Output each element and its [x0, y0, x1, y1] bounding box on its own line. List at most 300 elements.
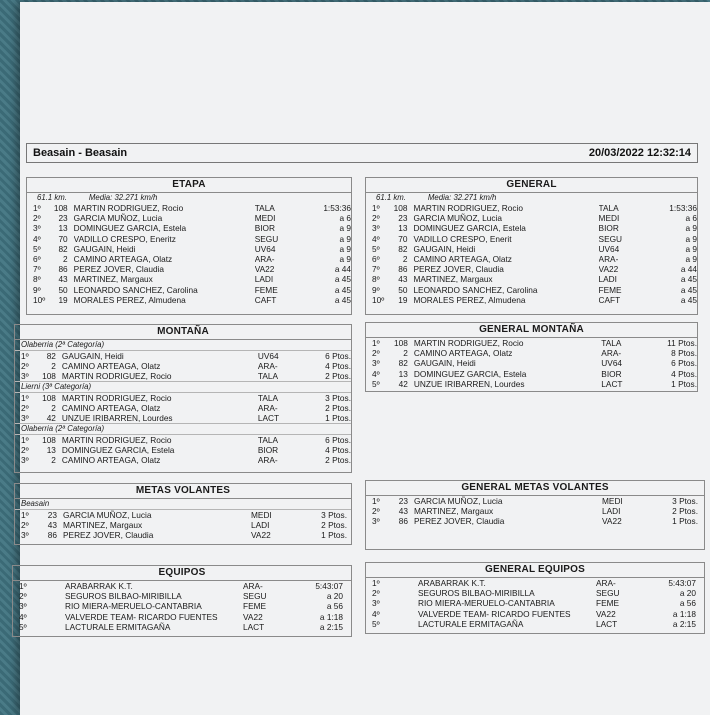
etapa-rows	[27, 203, 351, 305]
cell-dor: 108	[42, 392, 56, 403]
cell-name: PEREZ JOVER, Claudia	[63, 529, 154, 540]
cell-pos: 3º	[33, 223, 41, 234]
cell-team: TALA	[257, 392, 279, 403]
cell-pos: 10º	[372, 294, 385, 305]
metas-table	[14, 483, 352, 545]
cell-team: TALA	[598, 203, 619, 213]
cell-name mw: MARTIN RODRIGUEZ, Rocio	[61, 434, 172, 445]
cell-team: SEGU	[254, 233, 279, 244]
cell-pos: 10º	[33, 294, 46, 305]
general-montana-rows	[366, 338, 697, 389]
table-row	[366, 358, 697, 368]
cell-team: ARA-	[257, 455, 278, 465]
cell-name: MARTINEZ, Margaux	[414, 506, 494, 517]
table-row	[366, 223, 697, 233]
table-row	[366, 619, 704, 629]
cell-team: VA22	[243, 611, 263, 622]
cell-team: BIOR	[601, 368, 622, 379]
results-sheet	[20, 2, 710, 715]
cell-time: a 45	[680, 284, 697, 295]
table-row	[366, 348, 697, 358]
general-avg: Media: 32.271 km/h	[427, 193, 497, 202]
table-row	[27, 203, 351, 213]
cell-dor: 82	[398, 358, 408, 369]
table-row	[366, 609, 704, 619]
cell-team: VA22	[254, 264, 275, 275]
cell-name: GAUGAIN, Heidi	[413, 243, 476, 254]
table-row	[13, 622, 351, 632]
cell-pos: 7º	[372, 264, 380, 275]
cell-dor: 19	[398, 294, 408, 305]
cell-team: ARA-	[254, 253, 275, 264]
cell-pos: 3º	[21, 455, 29, 465]
cell-pos: 3º	[19, 601, 27, 612]
cell-dor: 43	[47, 519, 57, 530]
general-rows	[366, 203, 697, 305]
equipos-rows	[13, 581, 351, 632]
cell-pos: 1º	[19, 581, 27, 591]
metas-title: METAS VOLANTES	[15, 484, 351, 499]
cell-pos: 3º	[372, 516, 380, 527]
cell-team: MEDI	[602, 496, 623, 506]
cell-time: a 9	[339, 253, 351, 264]
cell-time: a 44	[334, 264, 351, 275]
cell-pts: 4 Ptos.	[325, 444, 351, 455]
cell-time: a 9	[685, 243, 697, 254]
cell-team: TALA	[254, 203, 275, 213]
cell-dor: 50	[398, 284, 408, 295]
cell-pos: 1º	[21, 509, 29, 520]
cell-team: ARA-	[596, 578, 616, 588]
cell-dor: 82	[398, 243, 408, 254]
cell-pos: 4º	[372, 608, 380, 619]
table-row	[366, 598, 704, 608]
cell-team: FEME	[596, 598, 620, 609]
cell-name: MORALES PEREZ, Almudena	[413, 294, 526, 305]
table-row	[27, 234, 351, 244]
cell-team: BIOR	[257, 444, 279, 455]
cell-name: GARCIA MUÑOZ, Lucia	[414, 496, 503, 506]
cell-team: SEGU	[243, 591, 267, 602]
cell-dor: 108	[53, 203, 68, 213]
table-row	[27, 223, 351, 233]
cell-pos: 1º	[372, 578, 380, 588]
cell-pos: 6º	[33, 253, 41, 264]
table-row	[13, 601, 351, 611]
cell-name mw: UNZUE IRIBARREN, Lourdes	[61, 412, 173, 423]
table-row	[366, 369, 697, 379]
general-metas-rows	[366, 496, 704, 527]
cell-time: a 2:15	[319, 621, 343, 632]
cell-tname: RIO MIERA-MERUELO-CANTABRIA	[418, 598, 555, 609]
montana-section-label: Olaberria (2ª Categoría)	[15, 423, 351, 435]
cell-team: UV64	[254, 243, 276, 254]
cell-team: UV64	[257, 350, 279, 361]
cell-time: a 9	[685, 253, 697, 264]
cell-pos: 1º	[21, 350, 29, 361]
general-subheader	[366, 193, 697, 203]
metas-section-label: Beasain	[15, 499, 351, 510]
general-km: 61.1 km.	[376, 193, 406, 202]
equipos-table	[12, 565, 352, 637]
table-row	[366, 516, 704, 526]
cell-dor: 108	[42, 434, 56, 445]
cell-dor: 82	[58, 243, 68, 254]
cell-pos: 2º	[372, 348, 380, 359]
table-row	[27, 285, 351, 295]
cell-dor: 43	[58, 274, 68, 285]
cell-team: MEDI	[251, 509, 272, 520]
cell-pos: 4º	[19, 611, 27, 622]
cell-pos: 1º	[21, 434, 29, 445]
general-equipos-rows	[366, 578, 704, 629]
cell-pos: 3º	[372, 598, 380, 609]
montana-section-rows	[15, 435, 351, 466]
montana-section-label: Lierni (3ª Categoría)	[15, 381, 351, 393]
cell-name: GARCIA MUÑOZ, Lucia	[413, 213, 502, 224]
cell-team: TALA	[257, 370, 279, 381]
cell-dor: 2	[51, 455, 56, 465]
cell-team: ARA-	[598, 253, 619, 264]
cell-dor: 86	[398, 264, 408, 275]
cell-dor: 2	[51, 402, 56, 413]
cell-tname: RIO MIERA-MERUELO-CANTABRIA	[65, 601, 202, 612]
cell-team: FEME	[243, 601, 267, 612]
cell-name: DOMINGUEZ GARCIA, Estela	[413, 223, 526, 234]
cell-pts: 3 Ptos.	[325, 392, 351, 403]
cell-pos: 5º	[372, 618, 380, 629]
cell-name: VADILLO CRESPO, Eneritz	[73, 233, 176, 244]
table-row	[15, 371, 351, 381]
cell-time: a 20	[679, 588, 696, 599]
cell-dor: 2	[402, 253, 408, 264]
table-row	[366, 234, 697, 244]
cell-team: BIOR	[254, 223, 275, 234]
cell-dor: 82	[46, 350, 56, 361]
table-row	[366, 295, 697, 305]
cell-pos: 4º	[372, 368, 380, 379]
cell-dor: 43	[398, 506, 408, 517]
cell-team: LACT	[243, 621, 265, 632]
cell-time: a 6	[685, 213, 697, 224]
cell-time: a 45	[334, 284, 351, 295]
cell-team: UV64	[601, 358, 623, 369]
table-row	[27, 264, 351, 274]
cell-tname: SEGUROS BILBAO-MIRIBILLA	[418, 588, 535, 599]
table-row	[366, 338, 697, 348]
etapa-avg: Media: 32.271 km/h	[88, 193, 158, 202]
montana-title: MONTAÑA	[15, 325, 351, 340]
table-row	[366, 264, 697, 274]
cell-name mw: MARTIN RODRIGUEZ, Rocio	[61, 370, 172, 381]
table-row	[15, 403, 351, 413]
cell-pos: 9º	[372, 284, 380, 295]
general-metas-title: GENERAL METAS VOLANTES	[366, 481, 704, 496]
cell-pts: 3 Ptos.	[672, 496, 698, 506]
cell-tname: ARABARRAK K.T.	[65, 581, 133, 591]
cell-team: VA22	[598, 264, 619, 275]
table-row	[27, 244, 351, 254]
cell-pos: 5º	[372, 378, 380, 389]
cell-time: a 6	[339, 213, 351, 224]
cell-time: a 9	[685, 233, 697, 244]
montana-section-label: Olaberria (2ª Categoría)	[15, 340, 351, 351]
cell-time: 5:43:07	[315, 581, 343, 591]
etapa-subheader	[27, 193, 351, 203]
cell-pos: 2º	[19, 591, 27, 602]
cell-team: ARA-	[601, 348, 622, 359]
cell-name: GARCIA MUÑOZ, Lucia	[63, 509, 152, 520]
cell-name: MARTINEZ, Margaux	[73, 274, 153, 285]
cell-dor: 2	[51, 360, 56, 371]
cell-dor: 2	[403, 348, 408, 359]
table-row	[27, 213, 351, 223]
cell-tname: LACTURALE ERMITAGAÑA	[418, 618, 524, 629]
table-row	[27, 295, 351, 305]
cell-dor: 2	[63, 253, 68, 264]
cell-dor: 13	[398, 368, 408, 379]
cell-team: VA22	[596, 608, 616, 619]
general-equipos-title: GENERAL EQUIPOS	[366, 563, 704, 578]
cell-team: UV64	[598, 243, 620, 254]
general-metas-table	[365, 480, 705, 550]
cell-name: PEREZ JOVER, Claudia	[414, 516, 505, 527]
cell-dor: 86	[58, 264, 68, 275]
cell-pos: 2º	[21, 402, 29, 413]
general-table	[365, 177, 698, 315]
cell-pos: 2º	[21, 360, 29, 371]
results-header	[26, 143, 698, 163]
cell-dor: 42	[398, 378, 408, 389]
metas-rows	[15, 510, 351, 541]
cell-team: FEME	[254, 284, 278, 295]
cell-pos: 3º	[21, 370, 29, 381]
table-row	[15, 435, 351, 445]
cell-team: SEGU	[596, 588, 620, 599]
equipos-title: EQUIPOS	[13, 566, 351, 581]
cell-pts: 2 Ptos.	[672, 506, 698, 517]
general-montana-title: GENERAL MONTAÑA	[366, 323, 697, 338]
cell-time: 5:43:07	[668, 578, 696, 588]
table-row	[15, 393, 351, 403]
cell-name: GARCIA MUÑOZ, Lucia	[73, 213, 163, 224]
cell-pos: 4º	[372, 233, 380, 244]
cell-name: DOMINGUEZ GARCIA, Estela	[73, 223, 187, 234]
cell-dor: 70	[398, 233, 408, 244]
cell-name: UNZUE IRIBARREN, Lourdes	[413, 378, 525, 389]
cell-tname: VALVERDE TEAM- RICARDO FUENTES	[65, 611, 218, 622]
cell-pts: 6 Ptos.	[325, 434, 351, 445]
table-row	[366, 244, 697, 254]
cell-pos: 1º	[372, 203, 380, 213]
cell-pts: 6 Ptos.	[671, 358, 697, 369]
cell-name: MARTIN RODRIGUEZ, Rocio	[413, 338, 524, 348]
cell-team: CAFT	[254, 294, 277, 305]
cell-dor: 108	[394, 338, 408, 348]
cell-pos: 5º	[372, 243, 380, 254]
cell-dor: 23	[58, 213, 68, 224]
cell-name mw: DOMINGUEZ GARCIA, Estela	[61, 444, 175, 455]
cell-team: TALA	[601, 338, 622, 348]
table-row	[366, 506, 704, 516]
table-row	[366, 274, 697, 284]
cell-pos: 8º	[33, 274, 41, 285]
cell-pos: 1º	[21, 392, 29, 403]
cell-pts: 1 Ptos.	[325, 412, 351, 423]
general-equipos-table	[365, 562, 705, 634]
cell-team: VA22	[251, 529, 271, 540]
cell-time: a 9	[685, 223, 697, 234]
table-row	[15, 510, 351, 520]
cell-pos: 8º	[372, 274, 380, 285]
table-row	[15, 520, 351, 530]
etapa-title: ETAPA	[27, 178, 351, 193]
cell-name: DOMINGUEZ GARCIA, Estela	[413, 368, 527, 379]
cell-team: ARA-	[257, 402, 278, 413]
cell-team: TALA	[257, 434, 279, 445]
cell-time: a 45	[680, 274, 697, 285]
cell-pos: 3º	[372, 358, 380, 369]
cell-time: a 9	[339, 243, 351, 254]
cell-time: 1:53:36	[323, 203, 351, 213]
cell-team: ARA-	[257, 360, 278, 371]
cell-time: a 9	[339, 233, 351, 244]
cell-pts: 11 Ptos.	[667, 338, 697, 348]
cell-name: PEREZ JOVER, Claudia	[73, 264, 165, 275]
datetime: 20/03/2022 12:32:14	[588, 147, 691, 159]
cell-team: LADI	[251, 519, 270, 530]
cell-name: CAMINO ARTEAGA, Olatz	[413, 253, 512, 264]
general-title: GENERAL	[366, 178, 697, 193]
table-row	[15, 361, 351, 371]
cell-team: LADI	[598, 274, 617, 285]
etapa-table	[26, 177, 352, 315]
cell-pts: 6 Ptos.	[325, 350, 351, 361]
cell-name mw: GAUGAIN, Heidi	[61, 350, 124, 361]
cell-time: a 1:18	[319, 611, 343, 622]
cell-team: LACT	[257, 412, 280, 423]
cell-time: a 45	[680, 294, 697, 305]
cell-name: VADILLO CRESPO, Enerit	[413, 233, 512, 244]
cell-name: MORALES PEREZ, Almudena	[73, 294, 186, 305]
cell-team: LACT	[601, 378, 623, 389]
cell-pos: 2º	[372, 506, 380, 517]
cell-dor: 13	[398, 223, 408, 234]
cell-name: PEREZ JOVER, Claudia	[413, 264, 504, 275]
cell-time: a 56	[326, 601, 343, 612]
table-row	[366, 203, 697, 213]
cell-time: a 44	[680, 264, 697, 275]
cell-name mw: MARTIN RODRIGUEZ, Rocio	[61, 392, 172, 403]
cell-pts: 8 Ptos.	[671, 348, 697, 359]
cell-time: a 9	[339, 223, 351, 234]
cell-pts: 1 Ptos.	[321, 529, 347, 540]
cell-pos: 5º	[33, 243, 41, 254]
cell-pos: 2º	[372, 588, 380, 599]
cell-time: a 1:18	[672, 608, 696, 619]
table-row	[366, 379, 697, 389]
table-row	[15, 351, 351, 361]
cell-team: SEGU	[598, 233, 623, 244]
cell-pos: 2º	[21, 444, 29, 455]
cell-dor: 13	[58, 223, 68, 234]
cell-dor: 108	[393, 203, 408, 213]
cell-team: ARA-	[243, 581, 263, 591]
cell-time: a 20	[326, 591, 343, 602]
cell-dor: 86	[398, 516, 408, 527]
location-title: Beasain - Beasain	[33, 147, 128, 159]
cell-pts: 2 Ptos.	[325, 402, 351, 413]
cell-pts: 4 Ptos.	[325, 360, 351, 371]
cell-pos: 7º	[33, 264, 41, 275]
cell-dor: 13	[46, 444, 56, 455]
cell-tname: VALVERDE TEAM- RICARDO FUENTES	[418, 608, 571, 619]
cell-time: a 45	[334, 274, 351, 285]
cell-pos: 2º	[33, 213, 41, 224]
cell-pts: 4 Ptos.	[671, 368, 697, 379]
table-row	[27, 254, 351, 264]
cell-pos: 2º	[21, 519, 29, 530]
cell-name mw: CAMINO ARTEAGA, Olatz	[61, 360, 161, 371]
table-row	[366, 578, 704, 588]
cell-tname: SEGUROS BILBAO-MIRIBILLA	[65, 591, 182, 602]
table-row	[13, 591, 351, 601]
table-row	[15, 455, 351, 465]
table-row	[366, 588, 704, 598]
cell-dor: 23	[47, 509, 57, 520]
cell-name: LEONARDO SANCHEZ, Carolina	[73, 284, 198, 295]
cell-pts: 2 Ptos.	[325, 455, 351, 465]
cell-pos: 3º	[372, 223, 380, 234]
montana-section-rows	[15, 351, 351, 382]
cell-name: MARTIN RODRIGUEZ, Rocio	[413, 203, 523, 213]
montana-body	[15, 340, 351, 465]
cell-dor: 42	[46, 412, 56, 423]
cell-pos: 2º	[372, 213, 380, 224]
table-row	[27, 274, 351, 284]
cell-pos: 5º	[19, 621, 27, 632]
cell-name mw: CAMINO ARTEAGA, Olatz	[61, 455, 161, 465]
cell-pos: 6º	[372, 253, 380, 264]
cell-name: GAUGAIN, Heidi	[73, 243, 136, 254]
montana-section-rows	[15, 393, 351, 424]
cell-pos: 9º	[33, 284, 41, 295]
cell-team: MEDI	[598, 213, 620, 224]
cell-name: GAUGAIN, Heidi	[413, 358, 476, 369]
table-row	[366, 496, 704, 506]
cell-pos: 1º	[372, 338, 380, 348]
cell-name: MARTIN RODRIGUEZ, Rocio	[73, 203, 184, 213]
cell-dor: 70	[58, 233, 68, 244]
table-row	[13, 581, 351, 591]
cell-pos: 4º	[33, 233, 41, 244]
cell-dor: 23	[398, 496, 408, 506]
cell-team: LACT	[596, 618, 618, 629]
cell-dor: 50	[58, 284, 68, 295]
montana-table	[14, 324, 352, 473]
cell-dor: 43	[398, 274, 408, 285]
cell-team: FEME	[598, 284, 622, 295]
cell-pos: 3º	[21, 529, 29, 540]
cell-team: VA22	[602, 516, 622, 527]
cell-name: MARTINEZ, Margaux	[413, 274, 493, 285]
table-row	[15, 413, 351, 423]
cell-pos: 3º	[21, 412, 29, 423]
cell-pos: 1º	[33, 203, 41, 213]
cell-team: BIOR	[598, 223, 619, 234]
table-row	[366, 254, 697, 264]
cell-name: LEONARDO SANCHEZ, Carolina	[413, 284, 538, 295]
